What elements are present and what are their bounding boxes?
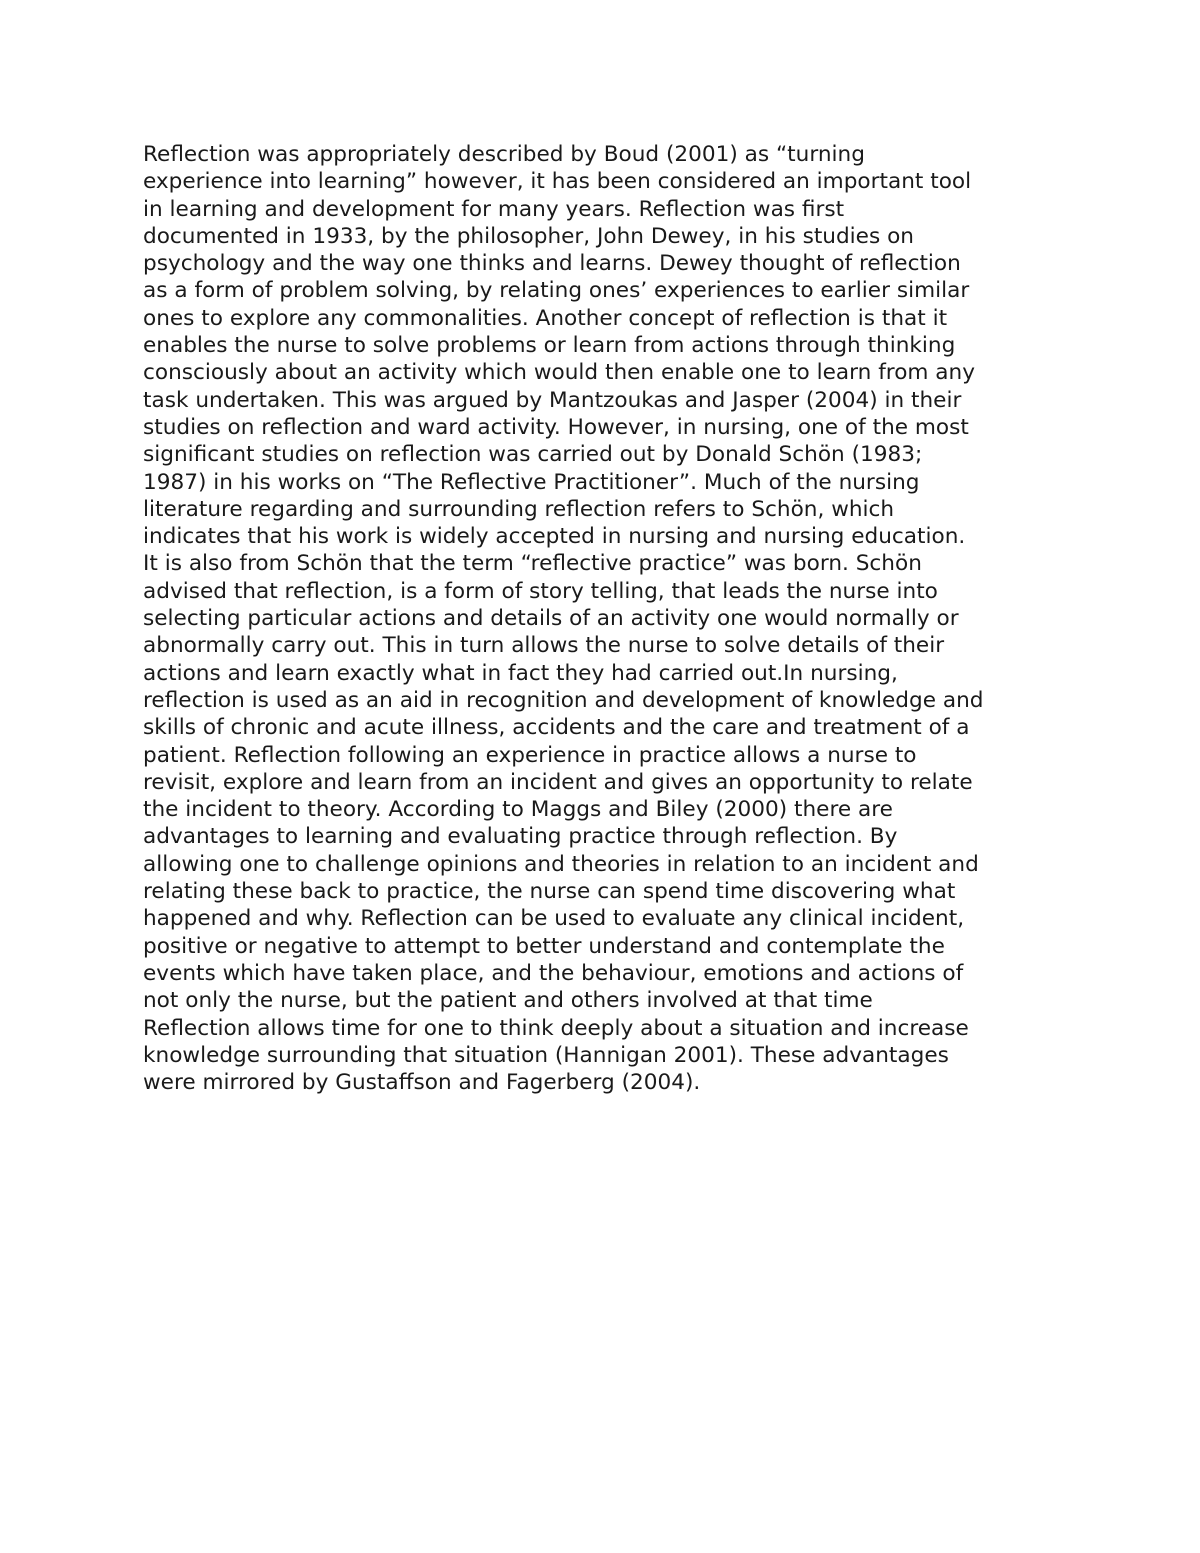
text-line: patient. Reflection following an experience in practice allows a nurse to xyxy=(143,742,917,768)
text-line: actions and learn exactly what in fact they had carried out.In nursing, xyxy=(143,660,898,686)
text-line: advantages to learning and evaluating practice through reflection. By xyxy=(143,824,898,850)
text-line: events which have taken place, and the behaviour, emotions and actions of xyxy=(143,960,964,986)
text-line: consciously about an activity which would then enable one to learn from any xyxy=(143,360,976,386)
text-line: positive or negative to attempt to better understand and contemplate the xyxy=(143,933,945,959)
text-line: relating these back to practice, the nurse can spend time discovering what xyxy=(143,879,956,905)
text-line: were mirrored by Gustaffson and Fagerberg (2004). xyxy=(143,1070,701,1096)
text-line: ones to explore any commonalities. Another concept of reflection is that it xyxy=(143,305,948,331)
text-line: in learning and development for many years. Reflection was first xyxy=(143,196,845,222)
text-line: Reflection was appropriately described by Boud (2001) as “turning xyxy=(143,142,865,167)
text-line: significant studies on reflection was carried out by Donald Schön (1983; xyxy=(143,442,923,468)
text-line: skills of chronic and acute illness, accidents and the care and treatment of a xyxy=(143,715,970,741)
text-line: studies on reflection and ward activity. However, in nursing, one of the most xyxy=(143,414,969,440)
text-line: abnormally carry out. This in turn allows the nurse to solve details of their xyxy=(143,633,945,659)
text-line: Reflection allows time for one to think deeply about a situation and increase xyxy=(143,1015,969,1041)
text-line: as a form of problem solving, by relating ones’ experiences to earlier similar xyxy=(143,278,970,304)
text-line: not only the nurse, but the patient and others involved at that time xyxy=(143,988,873,1014)
text-line: literature regarding and surrounding reflection refers to Schön, which xyxy=(143,496,895,522)
text-line: psychology and the way one thinks and learns. Dewey thought of reflection xyxy=(143,251,961,277)
text-line: the incident to theory. According to Maggs and Biley (2000) there are xyxy=(143,797,893,823)
text-line: experience into learning” however, it has been considered an important tool xyxy=(143,169,972,195)
text-line: allowing one to challenge opinions and theories in relation to an incident and xyxy=(143,851,979,877)
text-line: happened and why. Reflection can be used to evaluate any clinical incident, xyxy=(143,906,965,932)
text-line: reflection is used as an aid in recognition and development of knowledge and xyxy=(143,687,984,713)
text-line: task undertaken. This was argued by Mantzoukas and Jasper (2004) in their xyxy=(143,387,962,413)
text-line: documented in 1933, by the philosopher, John Dewey, in his studies on xyxy=(143,223,914,249)
text-line: knowledge surrounding that situation (Hannigan 2001). These advantages xyxy=(143,1042,949,1068)
text-line: selecting particular actions and details of an activity one would normally or xyxy=(143,606,959,632)
text-line: indicates that his work is widely accepted in nursing and nursing education. xyxy=(143,524,966,550)
text-line: revisit, explore and learn from an incident and gives an opportunity to relate xyxy=(143,769,973,795)
text-line: 1987) in his works on “The Reflective Practitioner”. Much of the nursing xyxy=(143,469,920,495)
text-line: advised that reflection, is a form of story telling, that leads the nurse into xyxy=(143,578,938,604)
text-line: It is also from Schön that the term “reflective practice” was born. Schön xyxy=(143,551,922,577)
body-paragraph xyxy=(143,141,1083,1096)
text-line: enables the nurse to solve problems or learn from actions through thinking xyxy=(143,333,956,359)
